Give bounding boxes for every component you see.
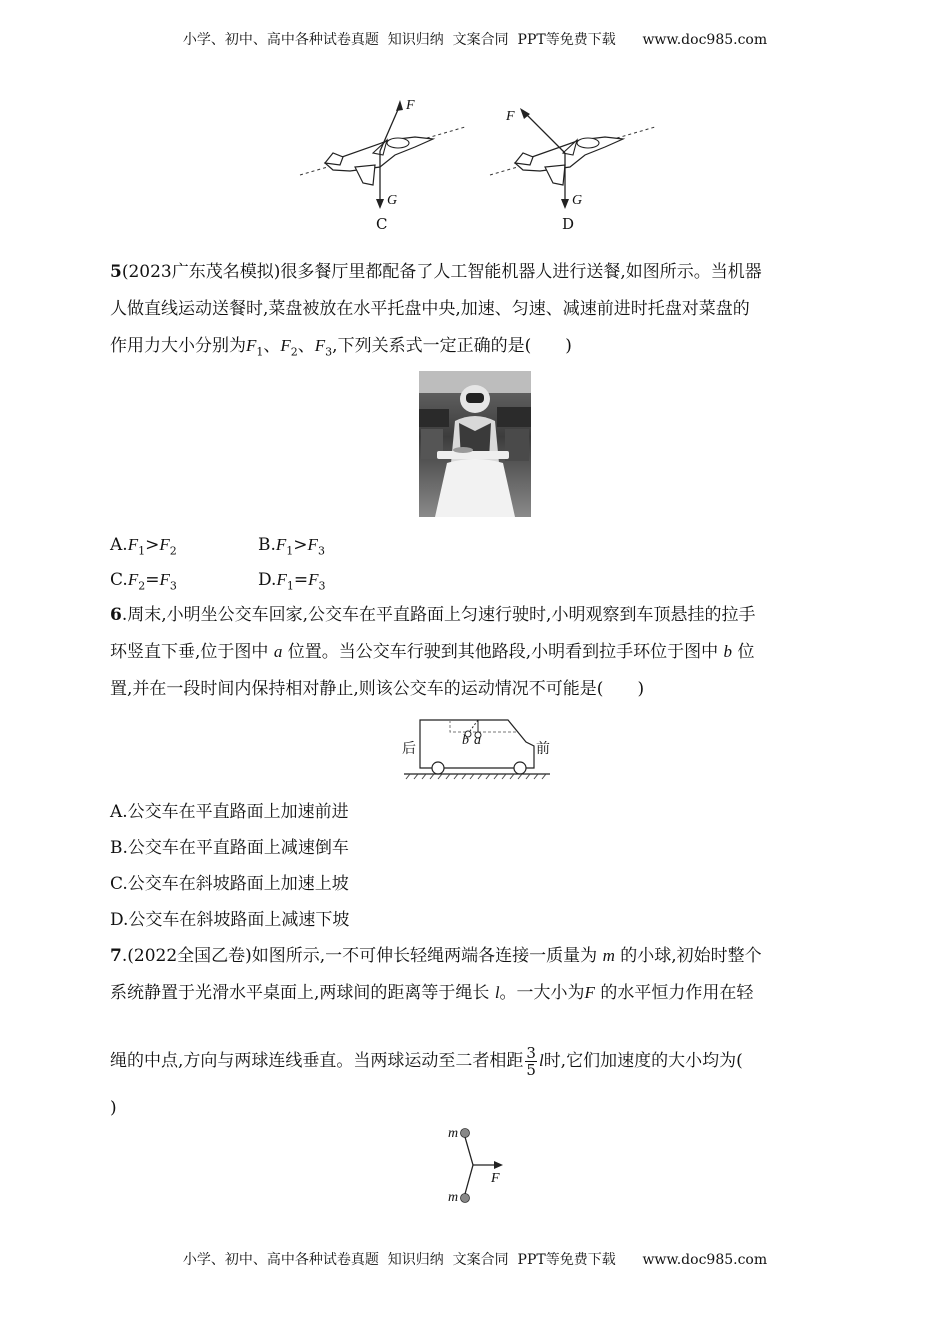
q5-line-1 <box>110 260 850 284</box>
force-g-label-c: G <box>387 193 398 208</box>
q5-option-a[interactable]: $A.F_1>F_2$ <box>110 535 177 558</box>
q5-option-d[interactable]: $D.F_1=F_3$ <box>258 570 326 593</box>
q7-line-1: 7.(2022全国乙卷)如图所示,一不可伸长轻绳两端各连接一质量为 m 的小球,初始时整个 <box>110 946 762 966</box>
q7-line-3: 绳的中点,方向与两球连线垂直。当两球运动至二者相距 $\frac{3}{5}$ l时,它们加速度的大小均为( <box>110 1044 743 1079</box>
q6-option-c[interactable]: C.公交车在斜坡路面上加速上坡 <box>110 874 349 894</box>
q5-option-c[interactable]: $C.F_2=F_3$ <box>110 570 177 593</box>
ring-b-label: b <box>462 733 469 748</box>
q5-number: 5 <box>110 262 122 282</box>
force-g-label-d: G <box>572 193 583 208</box>
q6-option-d[interactable]: D.公交车在斜坡路面上减速下坡 <box>110 910 350 930</box>
q5-line-3: 作用力大小分别为$F_1$、$F_2$、$F_3$,下列关系式一定正确的是( ) <box>110 336 572 359</box>
q6-line-3: 置,并在一段时间内保持相对静止,则该公交车的运动情况不可能是( ) <box>110 679 645 699</box>
mass-top-label: m <box>448 1126 459 1141</box>
q6-number: 6 <box>110 605 122 625</box>
q7-number: 7 <box>110 946 122 966</box>
q6-option-b[interactable]: B.公交车在平直路面上减速倒车 <box>110 838 349 858</box>
ring-a-label: a <box>474 733 481 748</box>
q6-line-2: 环竖直下垂,位于图中 a 位置。当公交车行驶到其他路段,小明看到拉手环位于图中 b 位 <box>110 642 755 662</box>
q5-line-2: 人做直线运动送餐时,菜盘被放在水平托盘中央,加速、匀速、减速前进时托盘对菜盘的 <box>110 299 750 319</box>
q5-option-b[interactable]: $B.F_1>F_3$ <box>258 535 325 558</box>
force-f-label-q7: F <box>491 1171 500 1186</box>
mass-bottom-label: m <box>448 1190 459 1205</box>
q6-line-1: 6.周末,小明坐公交车回家,公交车在平直路面上匀速行驶时,小明观察到车顶悬挂的拉手 <box>110 605 756 625</box>
option-c-label: C <box>376 215 388 233</box>
page-header: 小学、初中、高中各种试卷真题 知识归纳 文案合同 PPT等免费下载 www.doc985.com <box>182 32 768 48</box>
figure-airplane-c <box>295 95 475 235</box>
q7-line-4: ) <box>110 1098 117 1118</box>
page-footer: 小学、初中、高中各种试卷真题 知识归纳 文案合同 PPT等免费下载 www.doc985.com <box>182 1252 768 1268</box>
q6-option-a[interactable]: A.公交车在平直路面上加速前进 <box>110 802 349 822</box>
force-f-label-c: F <box>406 98 415 113</box>
fraction-3-5: $\frac{3}{5}$ <box>526 1044 536 1079</box>
bus-front-label: 前 <box>536 741 550 757</box>
q5-text-1: 很多餐厅里都配备了人工智能机器人进行送餐,如图所示。当机器 <box>280 262 762 282</box>
q7-line-2: 系统静置于光滑水平桌面上,两球间的距离等于绳长 l。一大小为F 的水平恒力作用在轻 <box>110 983 754 1003</box>
option-d-label: D <box>562 215 575 233</box>
bus-rear-label: 后 <box>402 741 416 757</box>
q5-source: (2023广东茂名模拟) <box>121 262 281 282</box>
force-f-label-d: F <box>506 109 515 124</box>
robot-waiter-photo <box>419 371 531 517</box>
